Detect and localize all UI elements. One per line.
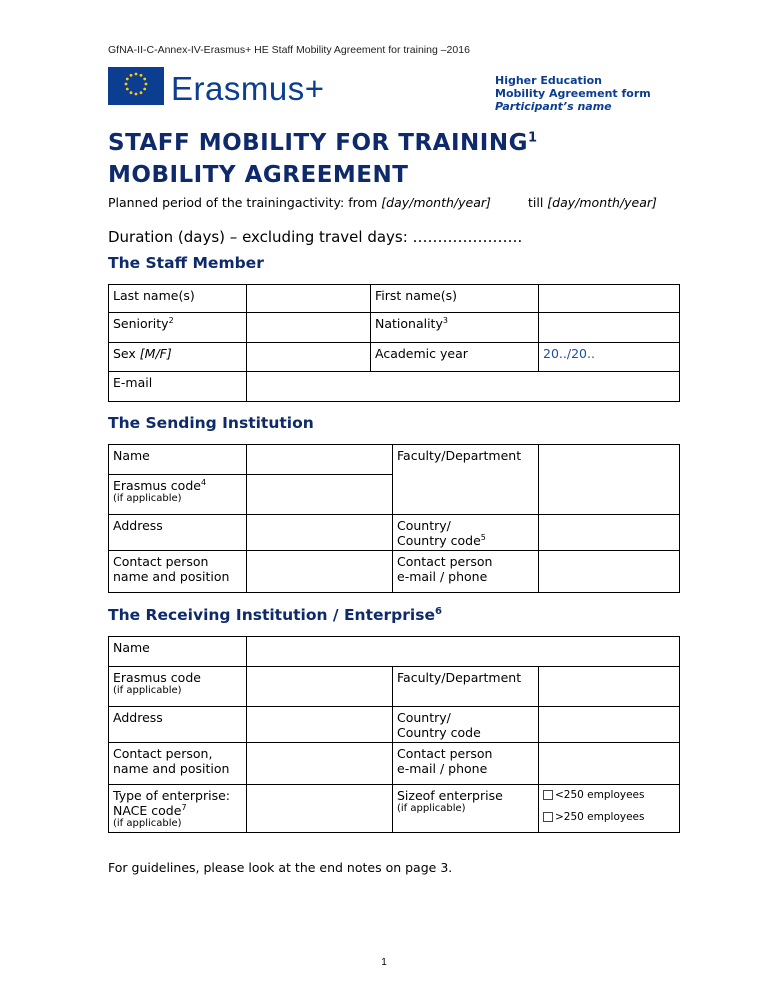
country-line1: Country/ [397, 710, 451, 725]
if-applicable-note: (if applicable) [113, 685, 182, 696]
label-name: Name [109, 445, 247, 475]
footnote-ref: 5 [480, 532, 486, 542]
field-contact-person[interactable] [247, 551, 393, 593]
field-name[interactable] [247, 637, 680, 667]
period-till-label: till [528, 195, 548, 210]
label-first-name: First name(s) [371, 285, 539, 313]
label-name: Name [109, 637, 247, 667]
contact-email-line1: Contact person [397, 554, 493, 569]
field-country[interactable] [539, 515, 680, 551]
page-title [108, 130, 538, 156]
title-line1: STAFF MOBILITY FOR TRAINING [108, 130, 528, 156]
footnote-ref: 7 [181, 802, 187, 812]
label-seniority [109, 313, 247, 343]
label-contact-person [109, 551, 247, 593]
option-large-enterprise[interactable] [543, 807, 675, 827]
field-erasmus-code[interactable] [247, 475, 393, 515]
label-contact-email [393, 551, 539, 593]
type-line2: NACE code [113, 803, 182, 818]
sending-institution-table [108, 444, 680, 593]
option-small-enterprise[interactable] [543, 785, 675, 805]
field-country[interactable] [539, 707, 680, 743]
size-text: Sizeof enterprise [397, 788, 503, 803]
label-email: E-mail [109, 372, 247, 402]
footnote-ref: 3 [442, 315, 448, 325]
checkbox-icon[interactable] [543, 790, 553, 800]
label-faculty: Faculty/Department [393, 667, 539, 707]
period-from[interactable]: [day/month/year] [381, 195, 491, 210]
label-contact-email [393, 743, 539, 785]
contact-line1: Contact person [113, 554, 209, 569]
country-line2: Country code [397, 533, 481, 548]
field-sex[interactable] [247, 343, 371, 372]
contact-email-line1: Contact person [397, 746, 493, 761]
sex-options: [M/F] [139, 346, 172, 361]
field-contact-email[interactable] [539, 743, 680, 785]
if-applicable-note: (if applicable) [113, 493, 182, 504]
field-seniority[interactable] [247, 313, 371, 343]
label-nationality [371, 313, 539, 343]
form-id-line1: Higher Education [495, 74, 602, 87]
option-large-label: >250 employees [555, 811, 645, 823]
field-erasmus-code[interactable] [247, 667, 393, 707]
field-last-name[interactable] [247, 285, 371, 313]
label-address: Address [109, 515, 247, 551]
form-id-line2: Mobility Agreement form [495, 87, 651, 100]
label-enterprise-type [109, 785, 247, 833]
label-sex [109, 343, 247, 372]
period-prefix: Planned period of the trainingactivity: from [108, 195, 382, 210]
planned-period [108, 195, 668, 210]
checkbox-icon[interactable] [543, 812, 553, 822]
field-address[interactable] [247, 707, 393, 743]
page-subtitle: MOBILITY AGREEMENT [108, 162, 409, 188]
contact-email-line2: e-mail / phone [397, 761, 488, 776]
field-email[interactable] [247, 372, 680, 402]
erasmus-code-text: Erasmus code [113, 478, 201, 493]
label-address: Address [109, 707, 247, 743]
contact-line2: name and position [113, 569, 230, 584]
footnote-ref: 2 [168, 315, 174, 325]
label-erasmus-code [109, 475, 247, 515]
period-till[interactable]: [day/month/year] [547, 195, 657, 210]
contact-line2: name and position [113, 761, 230, 776]
field-contact-person[interactable] [247, 743, 393, 785]
label-enterprise-size [393, 785, 539, 833]
receiving-institution-table [108, 636, 680, 833]
section-receiving-institution [108, 606, 442, 624]
footnote-ref: 6 [434, 605, 442, 617]
section-staff-member: The Staff Member [108, 254, 264, 272]
field-enterprise-type[interactable] [247, 785, 393, 833]
label-contact-person [109, 743, 247, 785]
field-academic-year[interactable]: 20../20.. [539, 343, 680, 372]
label-country [393, 707, 539, 743]
footnote-ref: 1 [527, 130, 538, 146]
country-line1: Country/ [397, 518, 451, 533]
field-contact-email[interactable] [539, 551, 680, 593]
label-last-name: Last name(s) [109, 285, 247, 313]
form-identifier [495, 74, 651, 113]
document-header: GfNA-II-C-Annex-IV-Erasmus+ HE Staff Mobility Agreement for training –2016 [108, 44, 470, 56]
sex-text: Sex [113, 346, 140, 361]
field-faculty[interactable] [539, 445, 680, 515]
field-name[interactable] [247, 445, 393, 475]
type-line1: Type of enterprise: [113, 788, 231, 803]
field-nationality[interactable] [539, 313, 680, 343]
if-applicable-note: (if applicable) [397, 803, 466, 814]
erasmus-logo-text: Erasmus+ [171, 70, 325, 107]
field-first-name[interactable] [539, 285, 680, 313]
duration-line: Duration (days) – excluding travel days: …………………. [108, 228, 523, 246]
section-sending-institution: The Sending Institution [108, 414, 314, 432]
seniority-text: Seniority [113, 316, 169, 331]
country-line2: Country code [397, 725, 481, 740]
label-academic-year: Academic year [371, 343, 539, 372]
guidelines-note: For guidelines, please look at the end notes on page 3. [108, 860, 453, 875]
footnote-ref: 4 [200, 477, 207, 487]
field-address[interactable] [247, 515, 393, 551]
label-erasmus-code [109, 667, 247, 707]
contact-email-line2: e-mail / phone [397, 569, 488, 584]
field-faculty[interactable] [539, 667, 680, 707]
erasmus-code-text: Erasmus code [113, 670, 201, 685]
form-id-participant: Participant’s name [495, 100, 612, 113]
eu-flag-icon [108, 67, 164, 105]
label-country [393, 515, 539, 551]
nationality-text: Nationality [375, 316, 443, 331]
receiving-heading-text: The Receiving Institution / Enterprise [108, 606, 435, 624]
field-enterprise-size [539, 785, 680, 833]
option-small-label: <250 employees [555, 789, 645, 801]
contact-line1: Contact person, [113, 746, 213, 761]
label-faculty: Faculty/Department [393, 445, 539, 515]
staff-member-table [108, 284, 680, 402]
if-applicable-note: (if applicable) [113, 818, 182, 829]
page-number: 1 [381, 957, 387, 968]
